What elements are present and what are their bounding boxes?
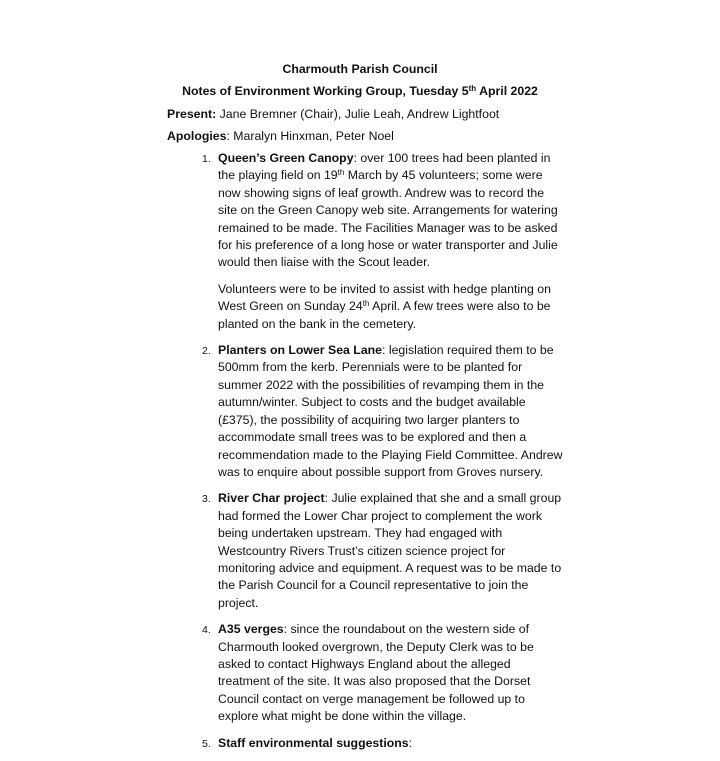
item-number: 1. [202,153,211,165]
item-paragraph [218,281,564,333]
item-text: March by 45 volunteers; some were now showing signs of leaf growth. Andrew was to record the site on the Green Canopy web site. Arrangements for watering remained to be made. The Facilities Manager was to be asked for his preference of a long hose or water transporter and Julie would then liaise with the Scout leader. [218,168,558,270]
agenda-item-5 [0,735,564,752]
item-heading: River Char project [218,491,325,506]
item-text: April. A few trees were also to be planted on the bank in the cemetery. [218,299,551,331]
item-heading: Staff environmental suggestions [218,735,409,750]
council-name: Charmouth Parish Council [282,62,438,76]
meeting-title-sup: th [468,84,477,93]
item-number: 3. [202,493,211,506]
item-heading: Queen’s Green Canopy [218,151,354,165]
item-paragraph [218,150,564,272]
item-paragraph [218,490,564,612]
agenda-item-2 [0,342,564,481]
apologies-names: : Maralyn Hinxman, Peter Noel [226,129,394,143]
item-text: : [408,735,413,750]
item-text: Volunteers were to be invited to assist with hedge planting on West Green on Sunday 24 [218,281,551,314]
present-label: Present: [167,107,217,121]
present-names: Jane Bremner (Chair), Julie Leah, Andrew Lightfoot [216,107,500,121]
meeting-title [0,83,720,100]
item-heading: Planters on Lower Sea Lane [218,343,383,358]
item-number: 2. [202,345,211,358]
item-text: : Julie explained that she and a small group had formed the Lower Char project to complement the work being undertaken upstream. They had engaged with Westcountry Rivers Trust’s citizen science project for monitoring advice and equipment. A request was to be made to the Parish Council for a Council representative to join the project. [218,491,562,610]
item-number: 4. [202,624,211,637]
item-paragraph [218,735,564,752]
item-sup: th [337,168,345,178]
item-heading: A35 verges [218,622,284,637]
agenda-item-1 [0,150,564,333]
meeting-title-suffix: April 2022 [476,84,538,98]
agenda-item-4 [0,621,564,725]
item-text: : legislation required them to be 500mm from the kerb. Perennials were to be planted for summer 2022 with the possibilities of revamping them in the autumn/winter. Subject to costs and the budget available (£375), the possibility of acquiring two larger planters to accommodate small trees was to be explored and then a recommendation made to the Playing Field Committee. Andrew was to enquire about possible support from Groves nursery. [218,343,563,479]
agenda-items [0,150,720,761]
item-text: : since the roundabout on the western side of Charmouth looked overgrown, the Deputy Clerk was to be asked to contact Highways England about the alleged treatment of the site. It was also proposed that the Dorset Council contact on verge management be followed up to explore what might be done within the village. [218,622,534,724]
item-number: 5. [202,737,211,750]
meeting-title-prefix: Notes of Environment Working Group, Tuesday 5 [182,84,469,98]
agenda-item-3 [0,490,564,612]
item-paragraph [218,342,564,481]
item-text: : over 100 trees had been planted in the playing field on 19 [218,151,551,183]
item-sup: th [362,299,370,309]
apologies-label: Apologies [167,129,227,143]
present-line [167,106,687,123]
apologies-line [167,128,687,145]
item-paragraph [218,621,564,725]
